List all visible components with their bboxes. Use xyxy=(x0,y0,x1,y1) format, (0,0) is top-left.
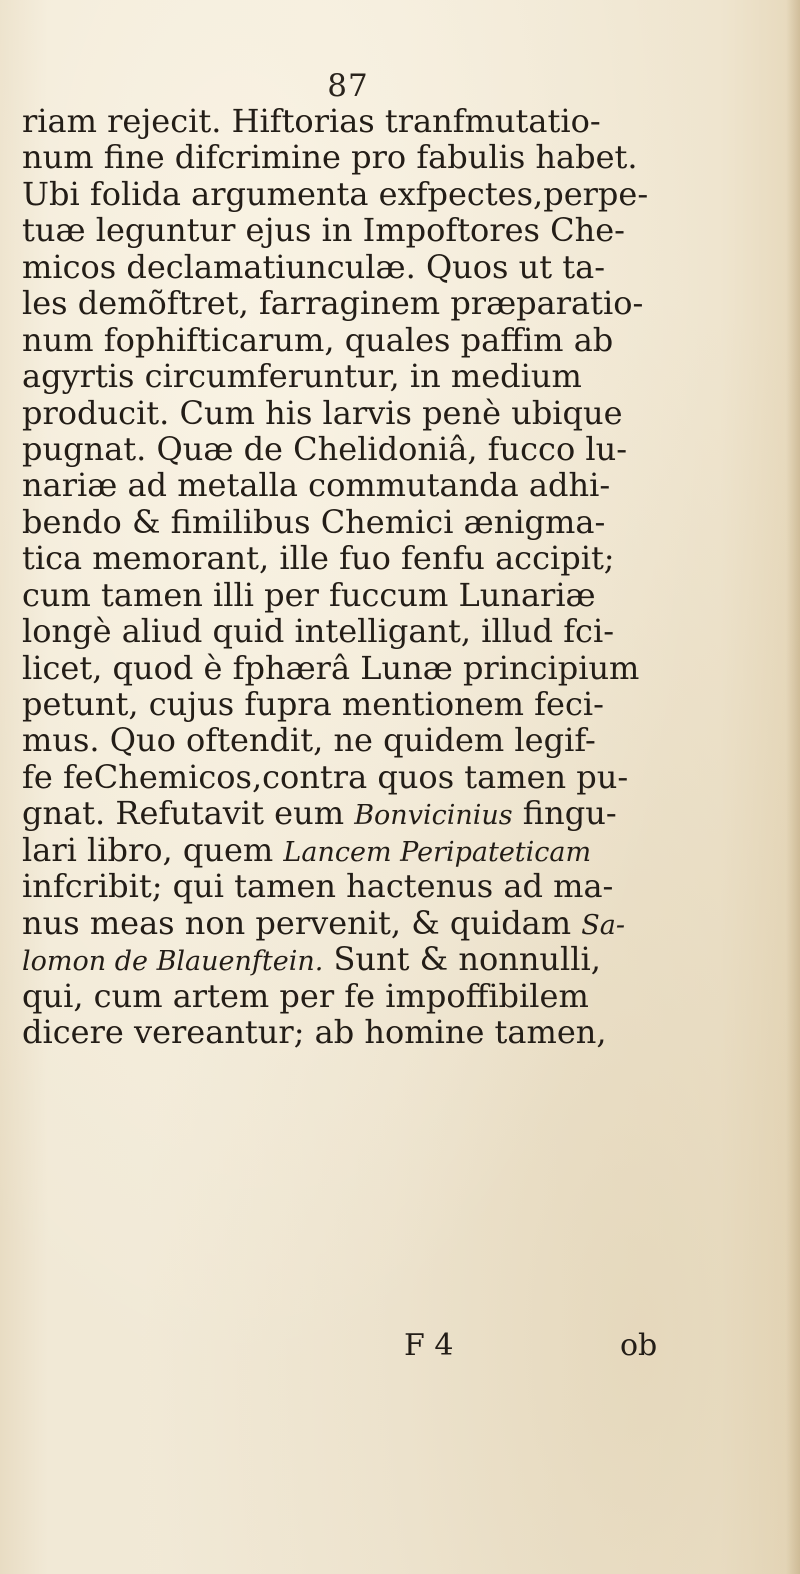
text-line: infcribit; qui tamen hactenus ad ma- xyxy=(22,868,614,905)
text-line: fe feChemicos,contra quos tamen pu- xyxy=(22,758,629,796)
text-line: tuæ leguntur ejus in Impoftores Che- xyxy=(22,212,625,249)
body-text xyxy=(22,103,792,1050)
text-line: bendo & fimilibus Chemici ænigma- xyxy=(22,503,606,541)
line-segment: lari libro, quem xyxy=(22,831,284,869)
text-line xyxy=(22,905,792,941)
text-line: dicere vereantur; ab homine tamen, xyxy=(22,1013,607,1051)
italic-author-name: lomon de Blauenftein. xyxy=(22,946,324,978)
italic-author-name: Sa- xyxy=(581,909,625,941)
text-line: qui, cum artem per fe impoffibilem xyxy=(22,977,589,1014)
text-line: tica memorant, ille fuo fenfu accipit; xyxy=(22,540,615,577)
text-line: licet, quod è fphærâ Lunæ principium xyxy=(22,649,640,686)
italic-author-name: Bonvicinius xyxy=(354,800,513,832)
italic-book-title: Lancem Peripateticam xyxy=(283,836,592,868)
text-line: pugnat. Quæ de Chelidoniâ, fucco lu- xyxy=(22,430,628,468)
line-segment: nus meas non pervenit, & quidam xyxy=(22,904,582,942)
text-line: num fophifticarum, quales paffim ab xyxy=(22,321,614,359)
line-segment: Sunt & nonnulli, xyxy=(323,941,601,978)
page-number: 87 xyxy=(327,68,369,104)
text-line: num fine difcrimine pro fabulis habet. xyxy=(22,139,638,176)
signature-mark: F 4 xyxy=(404,1328,454,1363)
text-line: nariæ ad metalla commutanda adhi- xyxy=(22,467,611,504)
text-line xyxy=(22,941,792,977)
catchword: ob xyxy=(620,1328,658,1363)
text-line: riam rejecit. Hiftorias tranfmutatio- xyxy=(22,103,601,140)
text-line: cum tamen illi per fuccum Lunariæ xyxy=(22,576,596,614)
text-line: les demõftret, farraginem præparatio- xyxy=(22,285,644,322)
text-line xyxy=(22,832,792,868)
text-line: mus. Quo oftendit, ne quidem legif- xyxy=(22,722,596,759)
text-line: Ubi folida argumenta exfpectes,perpe- xyxy=(22,175,649,213)
line-segment: gnat. Refutavit eum xyxy=(22,795,355,832)
page-footer xyxy=(0,1328,800,1368)
text-line: agyrtis circumferuntur, in medium xyxy=(22,358,582,395)
text-line: micos declamatiunculæ. Quos ut ta- xyxy=(22,248,606,286)
line-segment: fingu- xyxy=(512,795,617,832)
text-line: petunt, cujus fupra mentionem feci- xyxy=(22,686,604,723)
text-line: producit. Cum his larvis penè ubique xyxy=(22,394,623,431)
text-line: longè aliud quid intelligant, illud fci- xyxy=(22,613,614,650)
text-line xyxy=(22,795,792,831)
